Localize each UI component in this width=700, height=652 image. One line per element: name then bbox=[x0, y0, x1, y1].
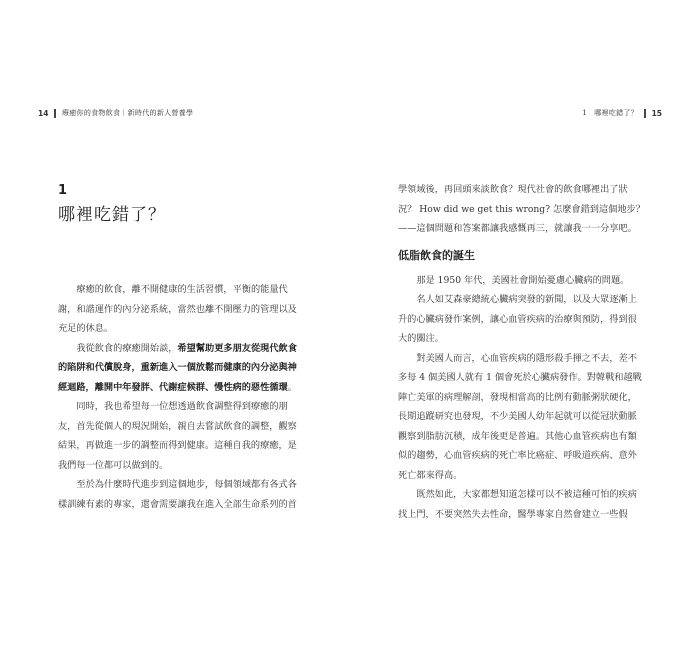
right-page bbox=[350, 0, 700, 652]
paragraph: 同時，我也希望每一位想透過飲食調整得到療癒的朋友，首先從個人的現況開始，親自去嘗試飲食的調整，觀察結果，再做進一步的調整而得到健康。這種自我的療癒，是我們每一位都可以做到的。 bbox=[58, 401, 297, 471]
paragraph: 既然如此，大家都想知道怎樣可以不被這種可怕的疾病找上門，不要突然失去性命，醫學專家自然會建立一些假 bbox=[398, 489, 637, 520]
right-body-text bbox=[398, 180, 646, 524]
highlighted-text: 希望幫助更多朋友從現代飲食的陷阱和代償脫身，重新進入一個放鬆而健康的內分泌與神經迴路，離開中年發胖、代謝症候群、慢性病的惡性循環 bbox=[58, 342, 297, 393]
left-page-header bbox=[38, 108, 193, 118]
header-divider bbox=[644, 109, 646, 118]
paragraph bbox=[58, 339, 298, 398]
section-title: 低脂飲食的誕生 bbox=[398, 248, 475, 262]
chapter-title: 哪裡吃錯了？ bbox=[58, 205, 166, 225]
paragraph: 療癒的飲食，離不開健康的生活習慣，平衡的能量代謝，和諧運作的內分泌系統，當然也離不開壓力的管理以及充足的休息。 bbox=[58, 284, 297, 334]
left-page-number: 14 bbox=[38, 108, 49, 118]
paragraph: 名人如艾森豪總統心臟病突發的新聞，以及大眾逐漸上升的心臟病發作案例，讓心血管疾病的治療與預防，得到很大的關注。 bbox=[398, 294, 637, 344]
right-page-number: 15 bbox=[651, 108, 662, 118]
paragraph-text: 。 bbox=[287, 381, 297, 393]
paragraph: 至於為什麼時代進步到這個地步，每個領域都有各式各樣訓練有素的專家，還會需要讓我在進入全部生命系列的首 bbox=[58, 479, 297, 510]
paragraph-text: 我從飲食的療癒開始談， bbox=[76, 342, 178, 354]
paragraph: 學領域後，再回頭來談飲食？現代社會的飲食哪裡出了狀況？ How did we get this wrong? 怎麼會錯到這個地步？——這個問題和答案都讓我感慨再三，就讓我一一分享吧。 bbox=[398, 184, 645, 234]
header-divider bbox=[54, 109, 56, 118]
paragraph: 那是 1950 年代，美國社會開始憂慮心臟病的問題。 bbox=[416, 274, 630, 286]
chapter-number: 1 bbox=[58, 183, 68, 198]
left-body-text bbox=[58, 280, 298, 514]
paragraph: 對美國人而言，心血管疾病的隱形殺手揮之不去，差不多每 4 個美國人就有 1 個會死於心臟病發作。對韓戰和越戰陣亡美軍的病理解剖，發現相當高的比例有動脈粥狀硬化，長期追蹤研究也發現，不少美國人幼年起就可以從冠狀動脈觀察到脂肪沉積，成年後更是普遍。其他心血管疾病也有類似的趨勢，心血管疾病的死亡率比癌症、呼吸道疾病、意外死亡都來得高。 bbox=[398, 352, 642, 481]
right-page-header bbox=[582, 108, 662, 118]
left-running-head: 療癒你的食物飲食｜新時代的新人營養學 bbox=[61, 109, 194, 117]
right-running-head: 1 哪裡吃錯了？ bbox=[582, 109, 639, 117]
